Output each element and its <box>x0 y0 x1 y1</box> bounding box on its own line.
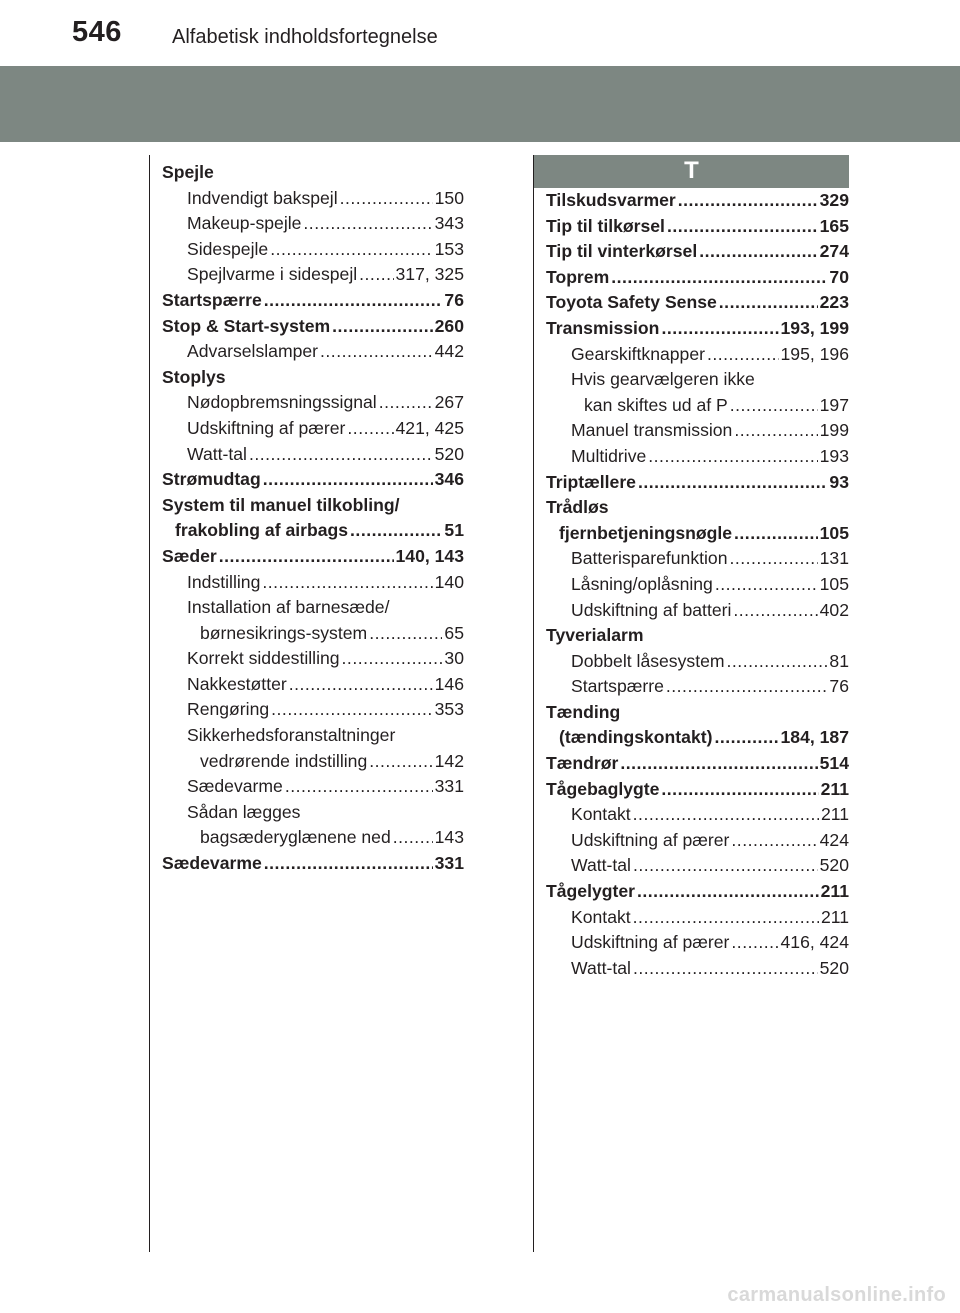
index-entry <box>162 621 464 647</box>
index-entry-term: Toyota Safety Sense <box>546 292 717 313</box>
index-entry-term: Gearskiftknapper <box>571 343 705 364</box>
index-entry-term: Rengøring <box>187 699 270 720</box>
dot-leader <box>667 214 818 240</box>
index-entry-term: Sikkerhedsforanstaltninger <box>187 725 396 746</box>
index-entry-term: Låsning/oplåsning <box>571 573 713 594</box>
dot-leader <box>730 393 818 419</box>
dot-leader <box>285 774 433 800</box>
index-entry <box>162 774 464 800</box>
index-entry-term: Spejlvarme i sidespejl <box>187 264 358 285</box>
index-entry-term: Udskiftning af batteri <box>571 599 732 620</box>
dot-leader <box>734 521 818 547</box>
index-column-right <box>546 188 849 981</box>
index-entry <box>162 723 464 749</box>
dot-leader <box>714 725 778 751</box>
dot-leader <box>648 444 817 470</box>
index-entry-term: Indstilling <box>187 571 261 592</box>
index-entry-term: kan skiftes ud af P <box>584 394 728 415</box>
index-entry-page-ref: 514 <box>819 753 849 774</box>
index-entry-page-ref: 331 <box>434 776 464 797</box>
dot-leader <box>620 751 817 777</box>
index-entry-term: Korrekt siddestilling <box>187 648 340 669</box>
index-entry-page-ref: 165 <box>819 215 849 236</box>
index-entry-term: Sædevarme <box>162 853 262 874</box>
dot-leader <box>633 956 818 982</box>
index-entry <box>546 546 849 572</box>
index-entry-term: Tip til vinterkørsel <box>546 241 698 262</box>
index-entry-page-ref: 140, 143 <box>395 545 464 566</box>
index-entry-term: System til manuel tilkobling/ <box>162 494 400 515</box>
dot-leader <box>638 470 827 496</box>
index-entry-page-ref: 421, 425 <box>395 417 464 438</box>
index-entry-term: Watt-tal <box>187 443 247 464</box>
index-entry <box>546 290 849 316</box>
page-number: 546 <box>72 16 122 48</box>
index-entry-term: Tip til tilkørsel <box>546 215 665 236</box>
index-entry <box>546 598 849 624</box>
index-entry-term: Udskiftning af pærer <box>187 417 346 438</box>
index-entry-page-ref: 199 <box>819 420 849 441</box>
index-entry <box>546 674 849 700</box>
index-entry-page-ref: 267 <box>434 392 464 413</box>
dot-leader <box>332 314 432 340</box>
index-entry <box>162 493 464 519</box>
column-divider-left <box>149 155 150 1252</box>
index-entry <box>162 339 464 365</box>
index-entry-term: Nødopbremsningssignal <box>187 392 377 413</box>
index-entry <box>546 444 849 470</box>
index-entry <box>546 623 849 649</box>
index-entry-page-ref: 93 <box>829 471 849 492</box>
index-entry-term: Startspærre <box>162 289 262 310</box>
index-entry-term: Trådløs <box>546 497 609 518</box>
index-entry-term: børnesikrings-system <box>200 622 368 643</box>
index-entry-term: Kontakt <box>571 804 631 825</box>
dot-leader <box>271 697 432 723</box>
index-entry-term: Sådan lægges <box>187 801 301 822</box>
dot-leader <box>715 572 818 598</box>
index-entry <box>162 390 464 416</box>
index-entry-page-ref: 146 <box>434 673 464 694</box>
index-entry-page-ref: 520 <box>819 957 849 978</box>
index-entry-term: Stop & Start-system <box>162 315 331 336</box>
index-entry-term: Spejle <box>162 162 214 182</box>
index-entry-term: Makeup-spejle <box>187 213 302 234</box>
dot-leader <box>699 239 817 265</box>
index-entry <box>162 595 464 621</box>
dot-leader <box>219 544 394 570</box>
index-entry-page-ref: 140 <box>434 571 464 592</box>
index-entry-term: Strømudtag <box>162 469 261 490</box>
dot-leader <box>633 853 818 879</box>
index-entry <box>162 186 464 212</box>
index-entry-page-ref: 30 <box>444 648 464 669</box>
index-entry-page-ref: 274 <box>819 241 849 262</box>
dot-leader <box>633 905 819 931</box>
index-entry <box>162 518 464 544</box>
dot-leader <box>727 649 828 675</box>
dot-leader <box>666 674 828 700</box>
index-entry-page-ref: 211 <box>820 881 849 902</box>
dot-leader <box>731 828 817 854</box>
index-entry-page-ref: 184, 187 <box>780 727 849 748</box>
index-entry <box>162 851 464 877</box>
index-entry <box>546 930 849 956</box>
dot-leader <box>320 339 433 365</box>
dot-leader <box>611 265 827 291</box>
index-entry <box>546 802 849 828</box>
index-entry-term: Indvendigt bakspejl <box>187 187 338 208</box>
dot-leader <box>719 290 818 316</box>
index-entry-term: frakobling af airbags <box>175 520 349 541</box>
index-entry-term: (tændingskontakt) <box>559 727 713 748</box>
index-entry <box>546 188 849 214</box>
dot-leader <box>707 342 779 368</box>
index-entry-page-ref: 424 <box>819 829 849 850</box>
index-entry-page-ref: 76 <box>444 289 464 310</box>
index-entry-page-ref: 211 <box>820 778 849 799</box>
index-entry-term: Dobbelt låsesystem <box>571 650 725 671</box>
index-entry <box>546 853 849 879</box>
dot-leader <box>359 262 393 288</box>
index-entry-page-ref: 105 <box>819 522 849 543</box>
index-entry-term: Tågelygter <box>546 881 635 902</box>
dot-leader <box>637 879 819 905</box>
page-header-title: Alfabetisk indholdsfortegnelse <box>172 26 438 48</box>
index-entry-page-ref: 343 <box>434 213 464 234</box>
index-entry <box>546 905 849 931</box>
index-entry <box>162 570 464 596</box>
index-entry-page-ref: 70 <box>829 266 849 287</box>
index-entry-page-ref: 317, 325 <box>395 264 464 285</box>
index-entry <box>162 544 464 570</box>
index-entry-page-ref: 223 <box>819 292 849 313</box>
index-entry-page-ref: 346 <box>434 469 464 490</box>
dot-leader <box>347 416 393 442</box>
index-entry <box>546 725 849 751</box>
index-entry-term: Installation af barnesæde/ <box>187 597 390 618</box>
dot-leader <box>264 851 433 877</box>
index-entry-term: vedrørende indstilling <box>200 750 368 771</box>
index-entry-term: Sæder <box>162 545 217 566</box>
dot-leader <box>289 672 433 698</box>
dot-leader <box>379 390 433 416</box>
dot-leader <box>729 546 817 572</box>
index-entry-term: Watt-tal <box>571 957 631 978</box>
index-entry <box>546 649 849 675</box>
index-entry-page-ref: 402 <box>819 599 849 620</box>
index-entry-term: Toprem <box>546 266 610 287</box>
index-entry-term: Sidespejle <box>187 238 269 259</box>
index-entry-page-ref: 329 <box>819 190 849 210</box>
index-entry <box>546 572 849 598</box>
index-entry <box>162 160 464 186</box>
index-entry <box>546 470 849 496</box>
index-entry-term: bagsæderyglænene ned <box>200 827 391 848</box>
index-entry <box>546 342 849 368</box>
index-entry-term: Nakkestøtter <box>187 673 287 694</box>
index-entry <box>162 672 464 698</box>
index-entry-term: Tyverialarm <box>546 625 644 646</box>
index-entry <box>546 828 849 854</box>
index-entry <box>546 777 849 803</box>
index-entry-term: Batterisparefunktion <box>571 548 728 569</box>
index-entry-page-ref: 195, 196 <box>780 343 849 364</box>
index-entry <box>546 367 849 393</box>
dot-leader <box>264 288 443 314</box>
index-entry-page-ref: 260 <box>434 315 464 336</box>
index-entry <box>546 214 849 240</box>
index-entry-term: Transmission <box>546 317 660 338</box>
index-entry-page-ref: 131 <box>819 548 849 569</box>
dot-leader <box>369 749 432 775</box>
dot-leader <box>734 418 817 444</box>
index-entry-term: fjernbetjeningsnøgle <box>559 522 733 543</box>
index-entry <box>546 418 849 444</box>
dot-leader <box>633 802 819 828</box>
index-entry <box>546 956 849 982</box>
index-entry <box>546 393 849 419</box>
index-entry-page-ref: 65 <box>444 622 464 643</box>
index-entry-page-ref: 331 <box>434 853 464 874</box>
index-entry <box>546 700 849 726</box>
index-entry-page-ref: 211 <box>820 906 849 927</box>
dot-leader <box>678 188 818 214</box>
index-entry-page-ref: 197 <box>819 394 849 415</box>
dot-leader <box>303 211 432 237</box>
index-entry-page-ref: 520 <box>434 443 464 464</box>
index-entry-page-ref: 193 <box>819 445 849 466</box>
index-entry-page-ref: 143 <box>434 827 464 848</box>
index-entry <box>162 262 464 288</box>
index-entry <box>162 749 464 775</box>
column-divider-right <box>533 155 534 1252</box>
dot-leader <box>369 621 442 647</box>
dot-leader <box>342 646 443 672</box>
dot-leader <box>262 570 432 596</box>
dot-leader <box>731 930 778 956</box>
index-entry-term: Sædevarme <box>187 776 283 797</box>
index-entry-page-ref: 81 <box>829 650 849 671</box>
index-entry-term: Stoplys <box>162 366 226 387</box>
index-entry-page-ref: 76 <box>829 676 849 697</box>
index-entry-term: Advarselslamper <box>187 341 319 362</box>
dot-leader <box>249 442 433 468</box>
index-entry-page-ref: 211 <box>820 804 849 825</box>
index-entry-page-ref: 51 <box>444 520 464 541</box>
index-entry-term: Watt-tal <box>571 855 631 876</box>
dot-leader <box>350 518 442 544</box>
index-entry-page-ref: 416, 424 <box>780 932 849 953</box>
index-entry-page-ref: 153 <box>434 238 464 259</box>
index-entry <box>546 521 849 547</box>
index-entry <box>162 288 464 314</box>
index-entry-term: Triptællere <box>546 471 636 492</box>
dot-leader <box>270 237 432 263</box>
index-entry-term: Tænding <box>546 701 621 722</box>
index-entry <box>546 751 849 777</box>
index-entry-page-ref: 520 <box>819 855 849 876</box>
index-entry <box>162 467 464 493</box>
index-entry-term: Hvis gearvælgeren ikke <box>571 369 755 390</box>
index-entry-term: Tilskudsvarmer <box>546 190 676 210</box>
index-column-left <box>162 160 464 877</box>
index-entry <box>546 265 849 291</box>
index-entry-page-ref: 353 <box>434 699 464 720</box>
index-entry-page-ref: 442 <box>434 341 464 362</box>
watermark: carmanualsonline.info <box>727 1284 946 1306</box>
dot-leader <box>661 316 778 342</box>
header-band <box>0 66 960 142</box>
index-entry <box>162 442 464 468</box>
index-entry <box>162 365 464 391</box>
index-entry <box>162 211 464 237</box>
dot-leader <box>340 186 433 212</box>
index-entry-term: Tændrør <box>546 753 619 774</box>
section-letter-heading: T <box>534 155 849 188</box>
index-entry-term: Multidrive <box>571 445 647 466</box>
index-entry <box>162 237 464 263</box>
index-entry <box>162 825 464 851</box>
index-entry-term: Manuel transmission <box>571 420 733 441</box>
index-entry-page-ref: 150 <box>434 187 464 208</box>
index-entry <box>546 879 849 905</box>
index-entry-term: Startspærre <box>571 676 664 697</box>
index-entry <box>546 239 849 265</box>
index-entry-page-ref: 142 <box>434 750 464 771</box>
index-entry <box>162 416 464 442</box>
dot-leader <box>393 825 433 851</box>
index-entry-term: Kontakt <box>571 906 631 927</box>
dot-leader <box>263 467 433 493</box>
index-entry <box>546 316 849 342</box>
dot-leader <box>661 777 818 803</box>
index-entry-term: Udskiftning af pærer <box>571 932 730 953</box>
index-entry-term: Tågebaglygte <box>546 778 660 799</box>
index-entry <box>162 314 464 340</box>
index-entry-page-ref: 105 <box>819 573 849 594</box>
dot-leader <box>733 598 817 624</box>
index-entry-page-ref: 193, 199 <box>780 317 849 338</box>
index-entry-term: Udskiftning af pærer <box>571 829 730 850</box>
index-entry <box>162 800 464 826</box>
index-entry <box>162 646 464 672</box>
index-entry <box>162 697 464 723</box>
index-entry <box>546 495 849 521</box>
